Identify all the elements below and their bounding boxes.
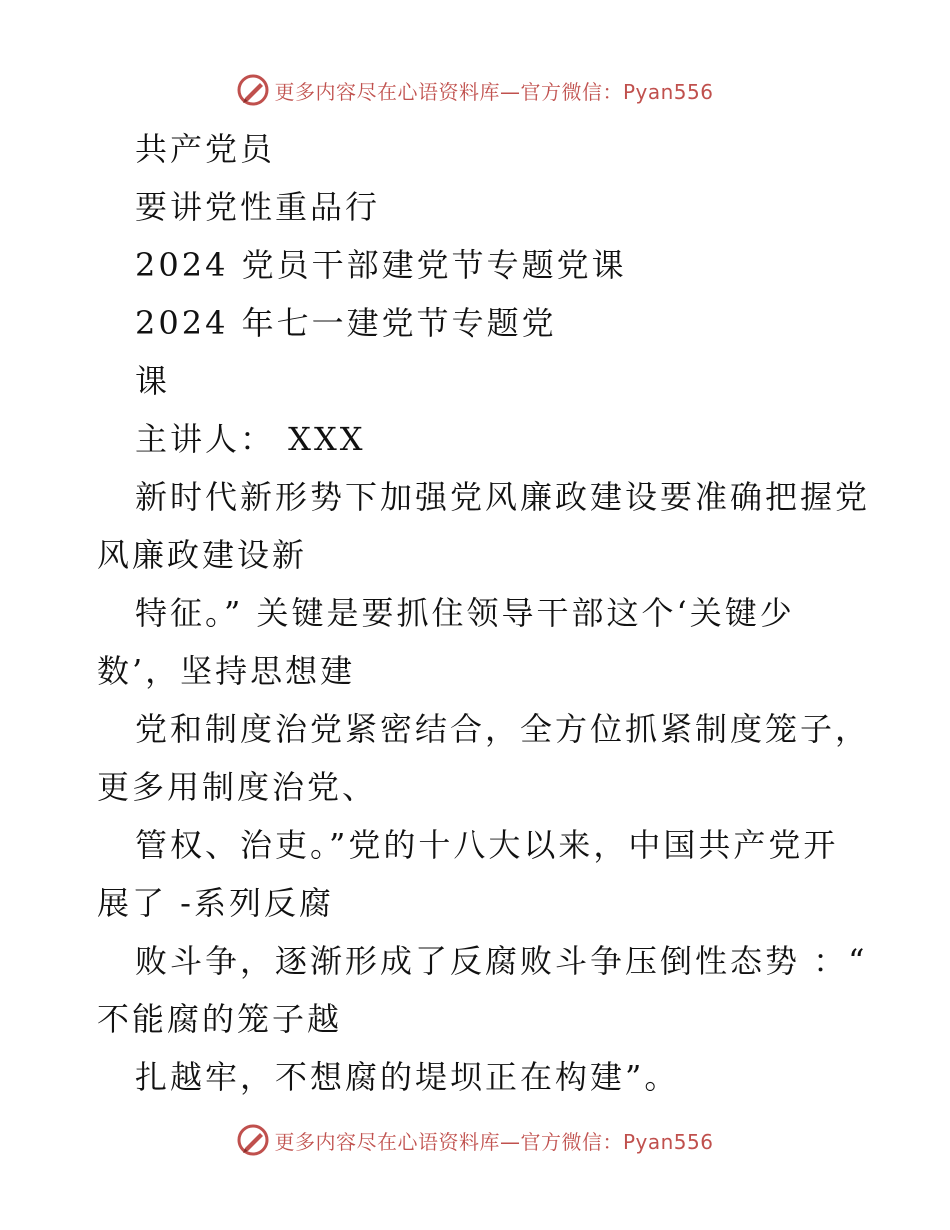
text-line: 败斗争，逐渐形成了反腐败斗争压倒性态势 ：“ xyxy=(135,942,868,980)
text-line: 党和制度治党紧密结合，全方位抓紧制度笼子， xyxy=(135,710,871,748)
document-body xyxy=(97,120,871,1106)
text-line: 不能腐的笼子越 xyxy=(97,1000,343,1038)
text-line: 课 xyxy=(135,362,171,400)
header-watermark xyxy=(0,70,950,110)
footer-watermark xyxy=(0,1120,950,1160)
text-line: 扎越牢，不想腐的堤坝正在构建”。 xyxy=(135,1058,680,1096)
text-line: 2024 党员干部建党节专题党课 xyxy=(135,246,627,284)
text-line: 展了 -系列反腐 xyxy=(97,884,334,922)
text-line: 更多用制度治党、 xyxy=(97,768,378,806)
text-line: 主讲人： XXX xyxy=(135,420,366,458)
watermark-text: 更多内容尽在心语资料库—官方微信：Pyan556 xyxy=(274,1129,714,1154)
text-line: 要讲党性重品行 xyxy=(135,188,381,226)
text-line: 新时代新形势下加强党风廉政建设要准确把握党 xyxy=(135,478,871,516)
text-line: 风廉政建设新 xyxy=(97,536,308,574)
text-line: 共产党员 xyxy=(135,130,276,168)
text-line: 特征。” 关键是要抓住领导干部这个‘关键少 xyxy=(135,594,795,632)
pen-logo-icon xyxy=(236,73,270,107)
text-line: 数’，坚持思想建 xyxy=(97,652,356,690)
text-line: 管权、治吏。”党的十八大以来，中国共产党开 xyxy=(135,826,839,864)
text-line: 2024 年七一建党节专题党 xyxy=(135,304,557,342)
watermark-text: 更多内容尽在心语资料库—官方微信：Pyan556 xyxy=(274,79,714,104)
pen-logo-icon xyxy=(236,1123,270,1157)
